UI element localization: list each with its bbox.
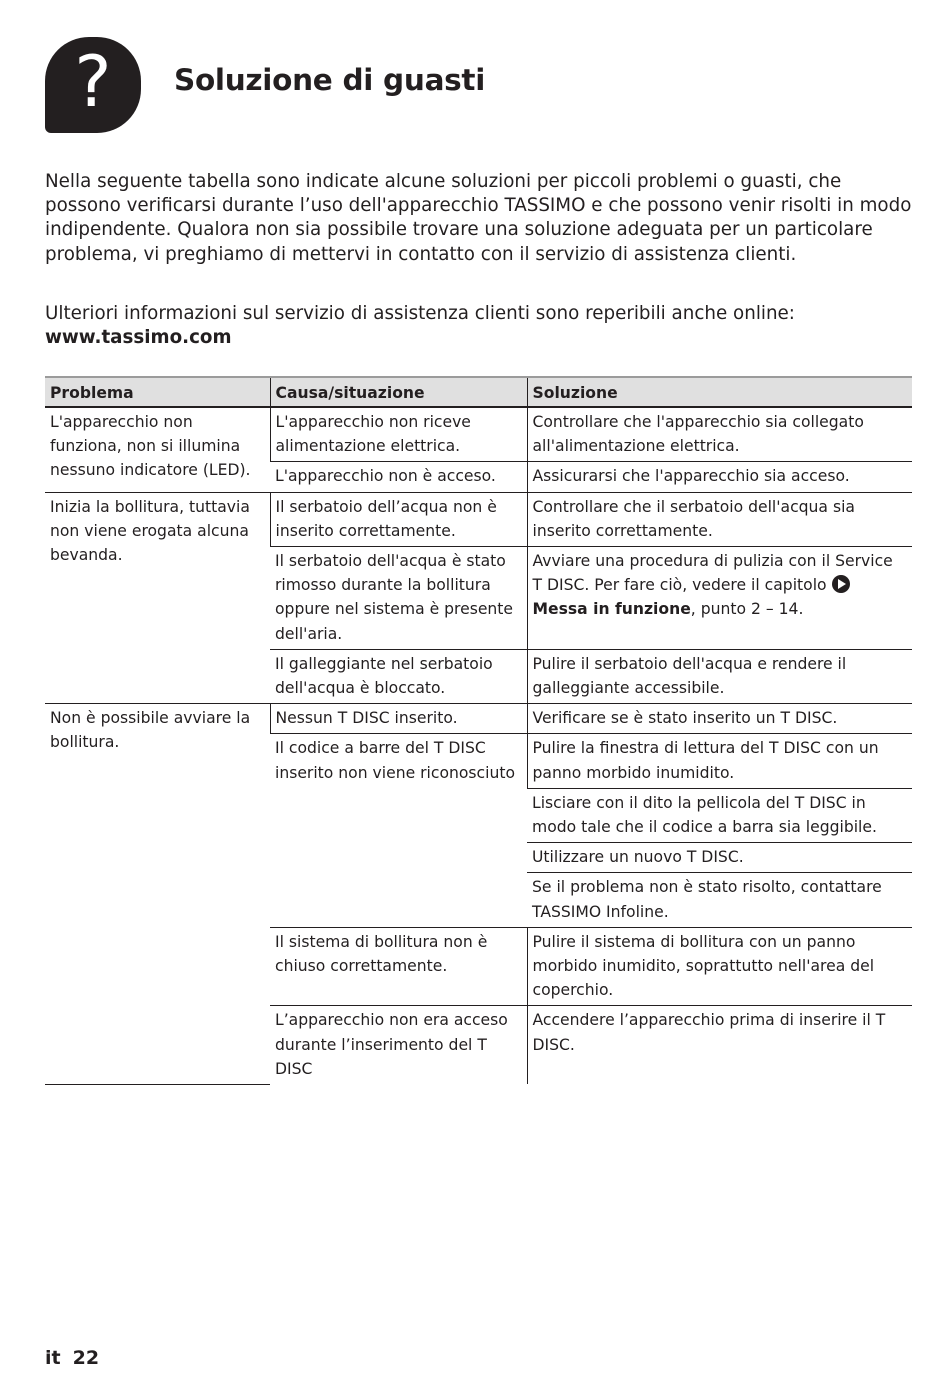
problem-cell: L'apparecchio non funziona, non si illumina nessuno indicatore (LED).	[45, 407, 270, 492]
table-header-row	[45, 377, 912, 407]
header-problem: Problema	[45, 377, 270, 407]
solution-cell: Utilizzare un nuovo T DISC.	[527, 843, 912, 873]
cause-cell: L’apparecchio non era acceso durante l’inserimento del T DISC	[275, 1011, 508, 1078]
problem-cell: Inizia la bollitura, tuttavia non viene erogata alcuna bevanda.	[45, 492, 270, 704]
solution-cell: Pulire il sistema di bollitura con un panno morbido inumidito, soprattutto nell'area del coperchio.	[527, 927, 912, 1006]
cause-cell: L'apparecchio non è acceso.	[270, 462, 527, 492]
solution-text: Avviare una procedura di pulizia con il Service T DISC. Per fare ciò, vedere il capitolo	[532, 552, 893, 595]
cause-cell: Il galleggiante nel serbatoio dell'acqua è bloccato.	[270, 649, 527, 703]
solution-cell: Accendere l’apparecchio prima di inserire il T DISC.	[527, 1006, 912, 1084]
cause-cell: Il serbatoio dell’acqua non è inserito correttamente.	[270, 492, 527, 546]
solution-cell: Se il problema non è stato risolto, contattare TASSIMO Infoline.	[527, 873, 912, 927]
table-row	[45, 704, 912, 734]
solution-cell: Lisciare con il dito la pellicola del T DISC in modo tale che il codice a barra sia leggibile.	[527, 788, 912, 842]
website-link[interactable]: www.tassimo.com	[45, 327, 232, 349]
cause-cell: L'apparecchio non riceve alimentazione elettrica.	[270, 407, 527, 462]
cause-cell: Il sistema di bollitura non è chiuso correttamente.	[270, 927, 527, 1006]
solution-cell: Verificare se è stato inserito un T DISC.	[527, 704, 912, 734]
solution-cell: Controllare che l'apparecchio sia collegato all'alimentazione elettrica.	[527, 407, 912, 462]
table-row	[45, 492, 912, 546]
solution-cell: Pulire il serbatoio dell'acqua e rendere il galleggiante accessibile.	[527, 649, 912, 703]
table-row	[45, 407, 912, 462]
page-number: 22	[72, 1347, 100, 1369]
question-mark-glyph: ?	[74, 41, 112, 123]
chapter-reference[interactable]: Messa in funzione	[532, 600, 691, 619]
play-circle-icon	[832, 575, 850, 593]
problem-cell: Non è possibile avviare la bollitura.	[45, 704, 270, 1084]
troubleshooting-table	[45, 376, 912, 1085]
solution-cell: Pulire la finestra di lettura del T DISC con un panno morbido inumidito.	[527, 734, 912, 788]
support-info-text: Ulteriori informazioni sul servizio di assistenza clienti sono reperibili anche online:	[45, 303, 795, 324]
support-info-paragraph	[45, 302, 920, 350]
cause-cell: Il codice a barre del T DISC inserito non viene riconosciuto	[270, 734, 527, 927]
intro-paragraph: Nella seguente tabella sono indicate alcune soluzioni per piccoli problemi o guasti, che possono verificarsi durante l’uso dell'apparecchio TASSIMO e che possono venir risolti in modo indipendente. Qualora non sia possibile trovare una soluzione adeguata per un particolare problema, vi preghiamo di mettervi in contatto con il servizio di assistenza clienti.	[45, 171, 912, 265]
solution-cell: Controllare che il serbatoio dell'acqua sia inserito correttamente.	[527, 492, 912, 546]
header-cause: Causa/situazione	[270, 377, 527, 407]
cause-cell: Il serbatoio dell'acqua è stato rimosso durante la bollitura oppure nel sistema è presente dell'aria.	[270, 547, 527, 650]
cause-cell: Nessun T DISC inserito.	[270, 704, 527, 734]
chapter-reference-tail: , punto 2 – 14.	[690, 600, 804, 619]
help-question-icon	[45, 37, 141, 133]
header-solution: Soluzione	[527, 377, 912, 407]
solution-cell: Assicurarsi che l'apparecchio sia acceso.	[527, 462, 912, 492]
page-title: Soluzione di guasti	[174, 63, 486, 97]
language-code: it	[45, 1347, 61, 1369]
page-footer	[45, 1347, 99, 1369]
solution-cell	[527, 547, 912, 650]
